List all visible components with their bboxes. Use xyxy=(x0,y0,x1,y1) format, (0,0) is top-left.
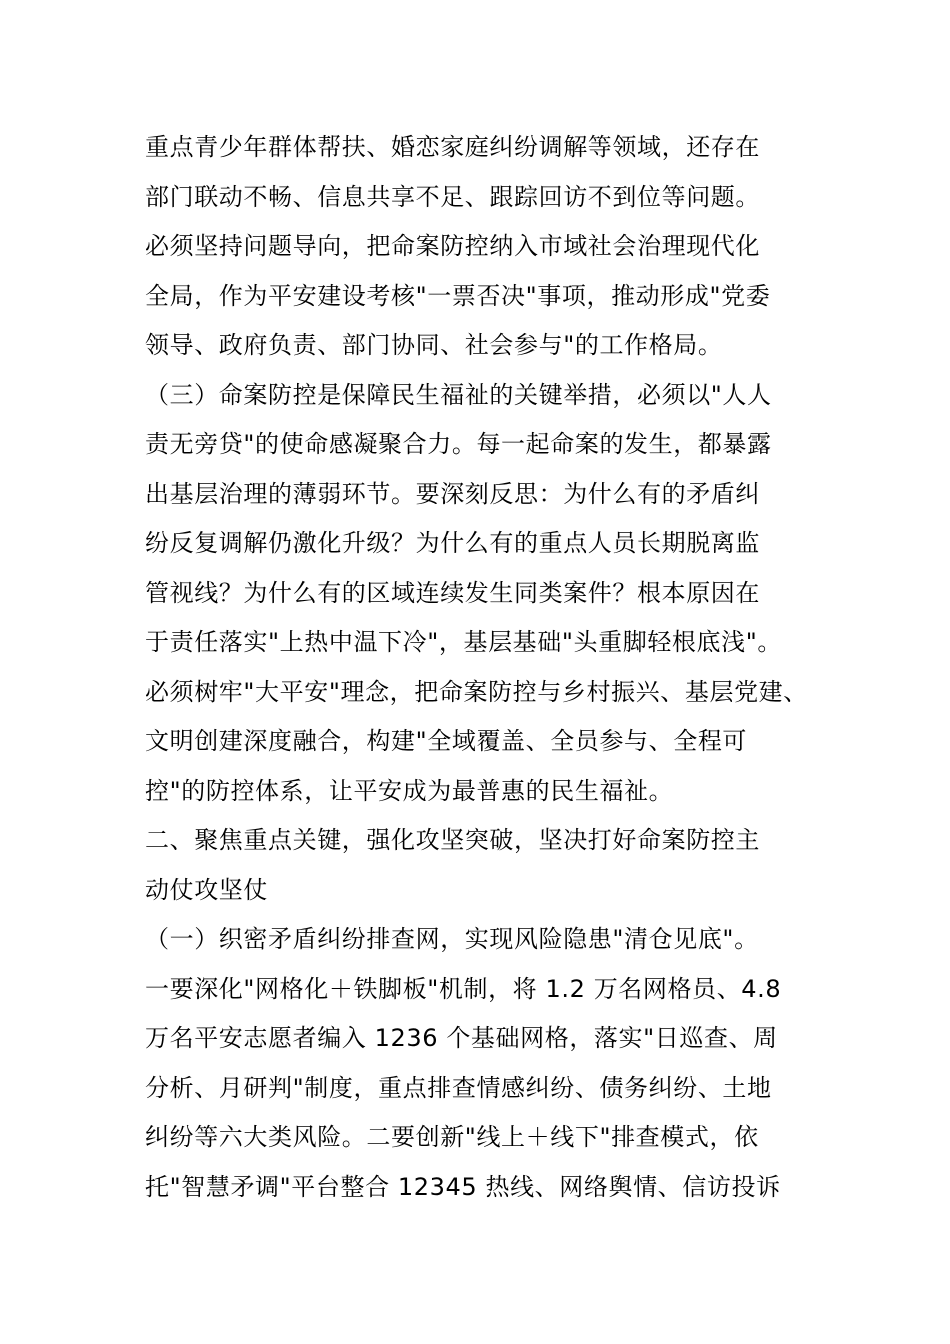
text-line: （三）命案防控是保障民生福祉的关键举措，必须以"人人 xyxy=(145,380,772,409)
text-line: 控"的防控体系，让平安成为最普惠的民生福祉。 xyxy=(145,776,674,805)
text-line: 纠纷等六大类风险。二要创新"线上＋线下"排查模式，依 xyxy=(145,1123,759,1151)
text-line: 文明创建深度融合，构建"全域覆盖、全员参与、全程可 xyxy=(145,727,748,755)
text-line: 部门联动不畅、信息共享不足、跟踪回访不到位等问题。 xyxy=(145,182,760,211)
text-line: 重点青少年群体帮扶、婚恋家庭纠纷调解等领域，还存在 xyxy=(145,133,760,161)
text-line: 出基层治理的薄弱环节。要深刻反思：为什么有的矛盾纠 xyxy=(145,479,760,508)
section-heading-line: 动仗攻坚仗 xyxy=(145,875,268,904)
text-line: 领导、政府负责、部门协同、社会参与"的工作格局。 xyxy=(145,331,723,359)
text-line: 于责任落实"上热中温下冷"，基层基础"头重脚轻根底浅"。 xyxy=(145,628,782,656)
text-line: 全局，作为平安建设考核"一票否决"事项，推动形成"党委 xyxy=(145,281,771,310)
text-line: 责无旁贷"的使命感凝聚合力。每一起命案的发生，都暴露 xyxy=(145,430,772,458)
text-line: 管视线？为什么有的区域连续发生同类案件？根本原因在 xyxy=(145,578,760,607)
text-line: 万名平安志愿者编入 1236 个基础网格，落实"日巡查、周 xyxy=(145,1024,778,1052)
section-heading-line: 二、聚焦重点关键，强化攻坚突破，坚决打好命案防控主 xyxy=(145,826,760,854)
text-line: 分析、月研判"制度，重点排查情感纠纷、债务纠纷、土地 xyxy=(145,1073,772,1102)
text-line: 纷反复调解仍激化升级？为什么有的重点人员长期脱离监 xyxy=(145,529,760,557)
text-line: 必须树牢"大平安"理念，把命案防控与乡村振兴、基层党建、 xyxy=(145,677,808,706)
document-body xyxy=(145,123,825,1212)
text-line: 必须坚持问题导向，把命案防控纳入市域社会治理现代化 xyxy=(145,232,760,260)
text-line: 一要深化"网格化＋铁脚板"机制，将 1.2 万名网格员、4.8 xyxy=(145,974,782,1003)
text-line: （一）织密矛盾纠纷排查网，实现风险隐患"清仓见底"。 xyxy=(145,925,759,953)
text-line: 托"智慧矛调"平台整合 12345 热线、网络舆情、信访投诉 xyxy=(145,1172,781,1201)
